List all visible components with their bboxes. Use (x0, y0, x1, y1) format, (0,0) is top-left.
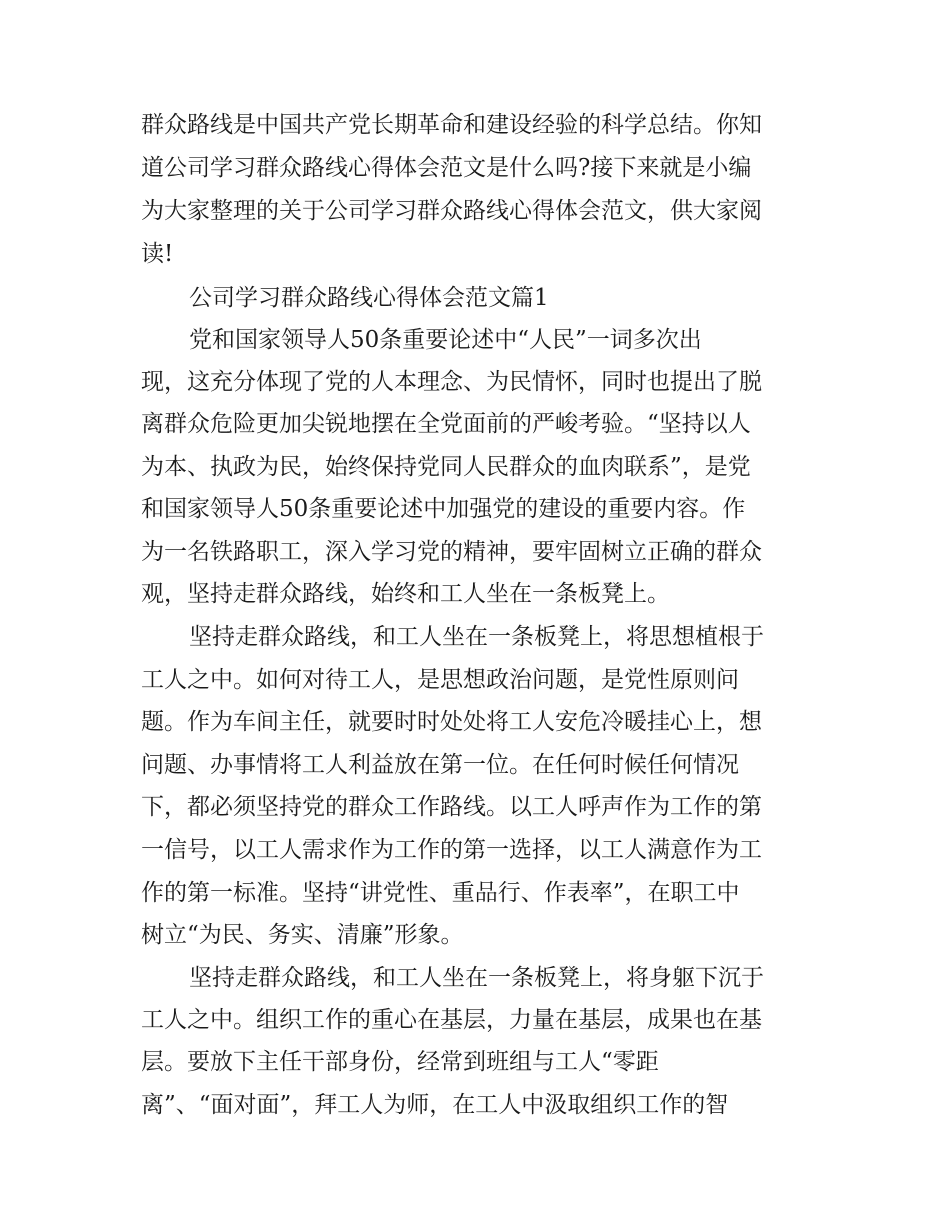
text-line: 党和国家领导人50条重要论述中“人民”一词多次出 (189, 327, 702, 353)
text-line: 层。要放下主任干部身份，经常到班组与工人“零距 (141, 1049, 659, 1075)
text-line: 树立“为民、务实、清廉”形象。 (141, 922, 464, 948)
text-line: 一信号，以工人需求作为工作的第一选择，以工人满意作为工 (141, 837, 762, 863)
text-line: 读! (141, 241, 174, 267)
section-heading: 公司学习群众路线心得体会范文篇1 (189, 285, 549, 311)
text-line: 工人之中。如何对待工人，是思想政治问题，是党性原则问 (141, 667, 739, 693)
text-line: 为一名铁路职工，深入学习党的精神，要牢固树立正确的群众 (141, 539, 762, 565)
text-line: 作的第一标准。坚持“讲党性、重品行、作表率”，在职工中 (141, 880, 740, 906)
text-line: 道公司学习群众路线心得体会范文是什么吗?接下来就是小编 (141, 155, 752, 181)
text-line: 坚持走群众路线，和工人坐在一条板凳上，将思想植根于 (189, 624, 764, 650)
text-line: 下，都必须坚持党的群众工作路线。以工人呼声作为工作的第 (141, 794, 762, 820)
text-line: 和国家领导人50条重要论述中加强党的建设的重要内容。作 (141, 496, 746, 522)
text-line: 离”、“面对面”，拜工人为师，在工人中汲取组织工作的智 (141, 1092, 729, 1118)
text-line: 群众路线是中国共产党长期革命和建设经验的科学总结。你知 (141, 112, 762, 138)
text-line: 离群众危险更加尖锐地摆在全党面前的严峻考验。“坚持以人 (141, 411, 751, 437)
text-line: 坚持走群众路线，和工人坐在一条板凳上，将身躯下沉于 (189, 965, 764, 991)
text-line: 观，坚持走群众路线，始终和工人坐在一条板凳上。 (141, 581, 670, 607)
text-line: 题。作为车间主任，就要时时处处将工人安危冷暖挂心上，想 (141, 709, 762, 735)
text-line: 问题、办事情将工人利益放在第一位。在任何时候任何情况 (141, 752, 739, 778)
text-line: 为大家整理的关于公司学习群众路线心得体会范文，供大家阅 (141, 198, 762, 224)
text-line: 工人之中。组织工作的重心在基层，力量在基层，成果也在基 (141, 1007, 762, 1033)
text-line: 为本、执政为民，始终保持党同人民群众的血肉联系”，是党 (141, 454, 751, 480)
text-line: 现，这充分体现了党的人本理念、为民情怀，同时也提出了脱 (141, 369, 762, 395)
